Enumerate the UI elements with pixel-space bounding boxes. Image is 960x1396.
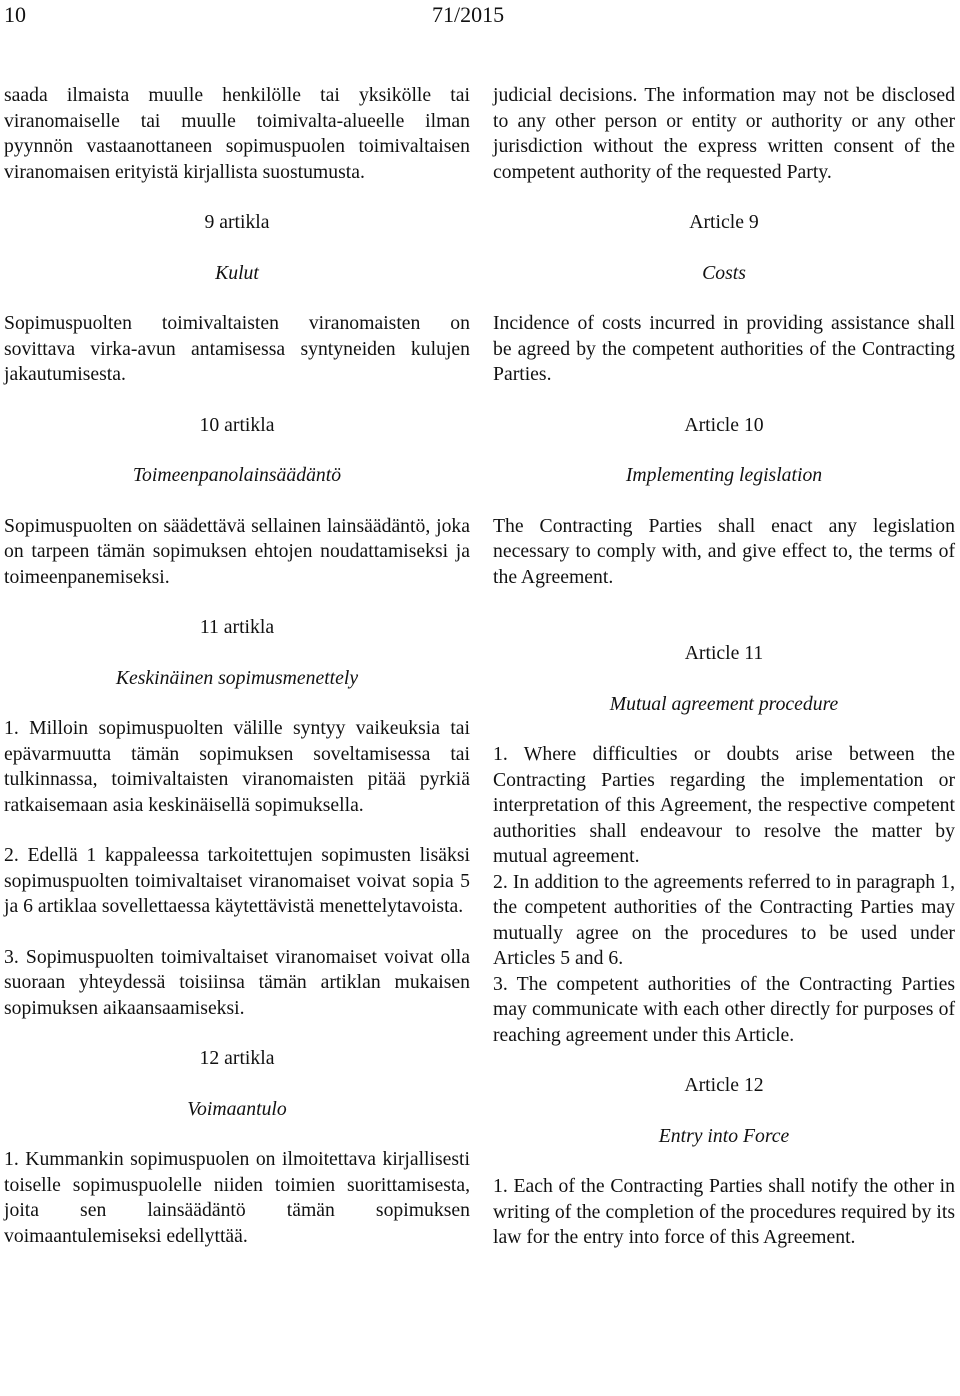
paragraph: 3. The competent authorities of the Contracting Parties may communicate with each other directly for purposes of reaching agreement under this Article. xyxy=(493,972,955,1046)
paragraph: 1. Milloin sopimuspuolten välille syntyy vaikeuksia tai epävarmuutta tämän sopimuksen soveltamisessa tai tulkinnassa, toimivaltaisten viranomaisten pitää pyrkiä ratkaisemaan asia keskinäisellä sopimuksella. xyxy=(4,717,470,816)
finnish-column xyxy=(4,83,470,1249)
paragraph: Incidence of costs incurred in providing assistance shall be agreed by the competent authorities of the Contracting Parties. xyxy=(493,312,955,385)
article-title: Voimaantulo xyxy=(187,1097,287,1120)
article-heading: Article 11 xyxy=(684,642,764,664)
article-title: Mutual agreement procedure xyxy=(609,692,839,715)
article-title: Costs xyxy=(702,261,746,284)
paragraph: The Contracting Parties shall enact any legislation necessary to comply with, and give effect to, the terms of the Agreement. xyxy=(493,514,955,588)
article-heading: Article 12 xyxy=(684,1074,764,1096)
paragraph: 1. Where difficulties or doubts arise between the Contracting Parties regarding the implementation or interpretation of this Agreement, the respective competent authorities shall endeavour to resolve the matter by mutual agreement. xyxy=(493,743,955,867)
article-title: Implementing legislation xyxy=(625,464,823,486)
paragraph: 1. Kummankin sopimuspuolen on ilmoitettava kirjallisesti toiselle sopimuspuolelle niiden toimien suorittamisesta, joita sen lainsäädäntö tämän sopimuksen voimaantulemiseksi edellyttää. xyxy=(4,1148,470,1247)
article-title: Entry into Force xyxy=(658,1124,790,1147)
paragraph: judicial decisions. The information may not be disclosed to any other person or entity or authority or any other jurisdiction without the express written consent of the competent authority of the requested Party. xyxy=(493,84,955,183)
article-heading: 9 artikla xyxy=(204,211,270,233)
article-title: Keskinäinen sopimusmenettely xyxy=(115,666,359,689)
paragraph: 3. Sopimuspuolten toimivaltaiset viranomaiset voivat olla suoraan yhteydessä toisiinsa tämän artiklan mukaisen sopimuksen aikaansaamiseksi. xyxy=(4,945,470,1019)
paragraph: 2. Edellä 1 kappaleessa tarkoitettujen sopimusten lisäksi sopimuspuolten toimivaltaiset viranomaiset voivat sopia 5 ja 6 artiklaa sovellettaessa käytettävistä menettelytavoista. xyxy=(4,844,470,917)
paragraph: 1. Each of the Contracting Parties shall notify the other in writing of the completion of the procedures required by its law for the entry into force of this Agreement. xyxy=(493,1175,955,1248)
paragraph: Sopimuspuolten toimivaltaisten viranomaisten on sovittava virka-avun antamisessa syntyneiden kulujen jakautumisesta. xyxy=(4,312,470,385)
article-title: Kulut xyxy=(215,261,259,284)
page-number: 10 xyxy=(4,2,26,27)
english-column xyxy=(493,83,955,1251)
article-heading: 12 artikla xyxy=(199,1047,275,1069)
paragraph: 2. In addition to the agreements referred to in paragraph 1, the competent authorities of the Contracting Parties may mutually agree on the procedures to be used under Articles 5 and 6. xyxy=(493,870,955,969)
article-heading: Article 9 xyxy=(689,211,759,233)
paragraph: Sopimuspuolten on säädettävä sellainen lainsäädäntö, joka on tarpeen tämän sopimuksen ehtojen noudattamiseksi ja toimeenpanemiseksi. xyxy=(4,514,470,588)
issue-number: 71/2015 xyxy=(432,2,505,27)
article-heading: 11 artikla xyxy=(199,616,275,638)
article-heading: 10 artikla xyxy=(199,413,275,436)
paragraph: saada ilmaista muulle henkilölle tai yksikölle tai viranomaiselle tai muulle toimivalta-alueelle ilman pyynnön vastaanottaneen sopimuspuolen toimivaltaisen viranomaisen erityistä kirjallista suostumusta. xyxy=(4,84,470,183)
article-heading: Article 10 xyxy=(684,413,764,436)
article-title: Toimeenpanolainsäädäntö xyxy=(132,464,342,486)
